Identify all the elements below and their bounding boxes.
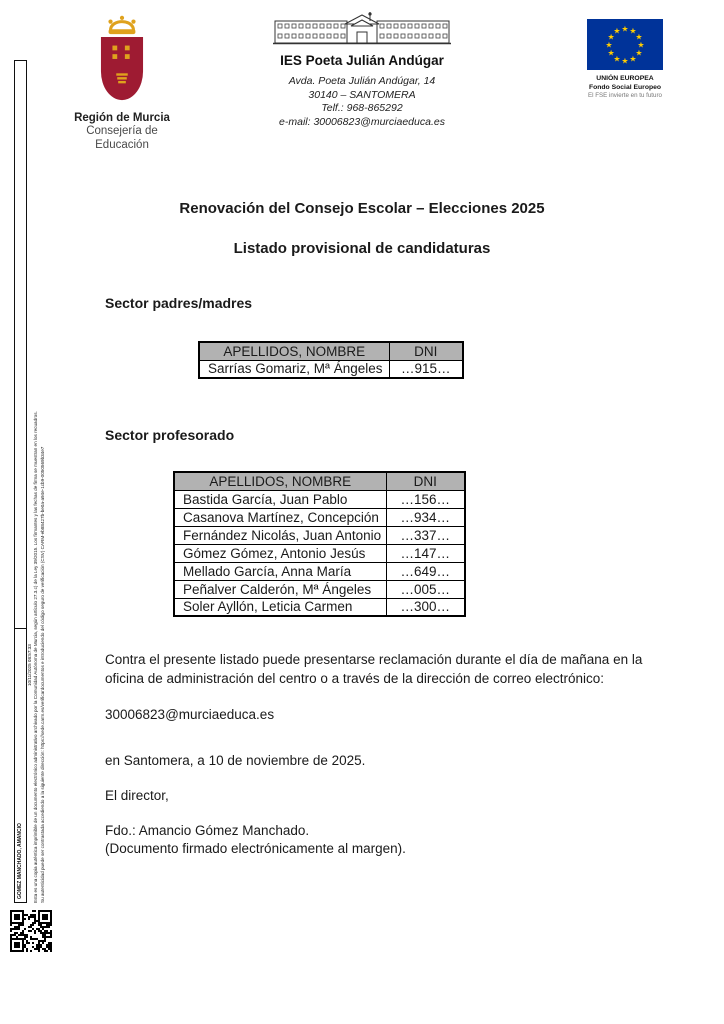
department-line2: Educación [95,139,149,151]
candidate-name-cell: Fernández Nicolás, Juan Antonio [174,526,386,544]
section-heading-teachers: Sector profesorado [105,427,235,443]
claims-paragraph: Contra el presente listado puede presentarse reclamación durante el día de mañana en la oficina de administración del centro o a través de la dirección de correo electrónico: [105,652,643,686]
svg-text:★: ★ [613,54,621,64]
candidate-name-cell: Bastida García, Juan Pablo [174,490,386,508]
contact-email: 30006823@murciaeduca.es [105,707,275,722]
dni-cell: …915… [389,360,463,378]
eu-slogan-label: El FSE invierte en tu futuro [588,92,662,99]
school-phone: Telf.: 968-865292 [321,102,403,114]
qr-code-icon [8,908,54,954]
document-subtitle: Listado provisional de candidaturas [233,240,491,257]
dni-cell: …649… [386,562,465,580]
svg-text:★: ★ [635,48,643,58]
dni-cell: …300… [386,598,465,616]
murcia-coat-of-arms-icon [93,89,151,106]
school-city: 30140 – SANTOMERA [308,88,416,101]
svg-text:★: ★ [635,32,643,42]
candidates-table-teachers [173,471,466,617]
document-title: Renovación del Consejo Escolar – Elecciones 2025 [179,200,545,217]
dni-cell: …337… [386,526,465,544]
table-row [174,598,465,616]
column-header: DNI [389,342,463,360]
table-row [199,360,463,378]
school-name: IES Poeta Julián Andúgar [280,53,444,68]
school-address: Avda. Poeta Julián Andúgar, 14 [288,75,436,87]
eu-block [585,19,665,100]
column-header: APELLIDOS, NOMBRE [174,472,386,490]
svg-text:★: ★ [621,56,629,66]
region-murcia-block [58,14,186,152]
dni-cell: …147… [386,544,465,562]
electronic-signature-note: (Documento firmado electrónicamente al margen). [105,841,406,856]
section-heading-parents: Sector padres/madres [105,295,253,311]
table-row [174,508,465,526]
svg-text:★: ★ [629,54,637,64]
svg-text:★: ★ [629,26,637,36]
candidate-name-cell: Mellado García, Anna María [174,562,386,580]
school-email: e-mail: 30006823@murciaeduca.es [279,115,445,128]
dni-cell: …156… [386,490,465,508]
candidate-name-cell: Gómez Gómez, Antonio Jesús [174,544,386,562]
signer-name: GOMEZ MANCHADO, AMANCIO [17,823,23,899]
table-row [174,526,465,544]
svg-text:★: ★ [637,40,645,50]
candidate-name-cell: Soler Ayllón, Leticia Carmen [174,598,386,616]
eu-flag-icon [587,24,663,74]
department-line1: Consejería de [86,125,158,137]
table-row [174,580,465,598]
signoff-role: El director, [105,788,169,803]
candidate-name-cell: Casanova Martínez, Concepción [174,508,386,526]
svg-text:★: ★ [613,26,621,36]
place-date-line: en Santomera, a 10 de noviembre de 2025. [105,753,366,768]
school-building-icon [273,33,451,50]
dni-cell: …934… [386,508,465,526]
signature-margin-box [14,60,27,903]
table-row [174,490,465,508]
column-header: APELLIDOS, NOMBRE [199,342,389,360]
candidate-name-cell: Peñalver Calderón, Mª Ángeles [174,580,386,598]
margin-disclaimer-line2: Su autenticidad puede ser contrastada accediendo a la siguiente dirección: https://sede.carm.es/verificardocumentos e introduciendo del código seguro de verificación (CSV) CARM-eb88427b-be0a-a94e-1cb9-0050569b34e7 [40,446,45,903]
svg-text:★: ★ [621,24,629,34]
dni-cell: …005… [386,580,465,598]
table-row [174,544,465,562]
eu-fund-label: Fondo Social Europeo [588,83,662,91]
column-header: DNI [386,472,465,490]
school-header-block [248,12,476,129]
signed-by-line: Fdo.: Amancio Gómez Manchado. [105,823,310,838]
candidate-name-cell: Sarrías Gomariz, Mª Ángeles [199,360,389,378]
margin-disclaimer-line1: Esta es una copia auténtica imprimible de un documento electrónico administrativo archivado por la Comunidad Autónoma de Murcia, según artículo 27.3.c) de la Ley 39/2015. Los firmantes y las fechas de firma se muestran en los recuadros. [33,411,38,903]
table-row [174,562,465,580]
region-name: Región de Murcia [74,112,170,124]
signature-timestamp: 10/11/2025 08:57:33 [27,644,32,686]
eu-union-label: UNIÓN EUROPEA [596,75,654,82]
svg-text:★: ★ [607,32,615,42]
candidates-table-parents [198,341,464,379]
svg-text:★: ★ [607,48,615,58]
svg-text:★: ★ [605,40,613,50]
